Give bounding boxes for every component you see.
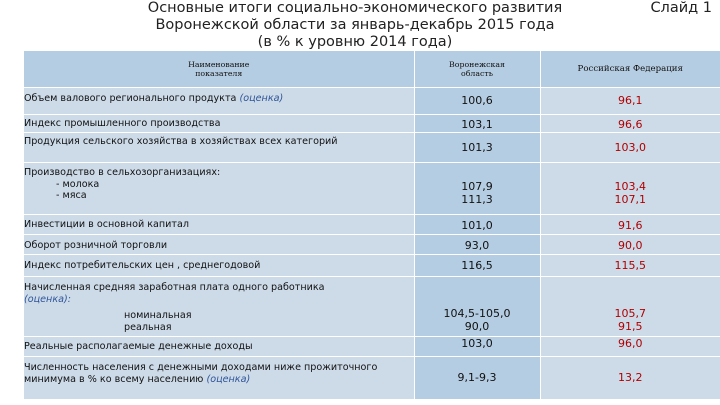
table-row [24, 337, 720, 357]
row-sublabel-milk: - молока [56, 178, 100, 190]
title-line-3: (в % к уровню 2014 года) [257, 34, 453, 50]
row-sublabel-real: реальная [124, 321, 172, 333]
title-line-1: Основные итоги социально-экономического развития [147, 0, 563, 16]
row-label: Реальные располагаемые денежные доходы [24, 337, 414, 357]
region-value-nominal: 104,5-105,0 [443, 307, 511, 320]
row-label-note: (оценка) [239, 93, 284, 104]
table-row [24, 255, 720, 277]
row-label [24, 163, 414, 215]
row-label: Инвестиции в основной капитал [24, 215, 414, 235]
row-label [24, 277, 414, 337]
russia-value: 96,0 [540, 337, 720, 357]
russia-value [540, 163, 720, 215]
region-value-milk: 107,9 [461, 180, 493, 193]
row-label: Индекс промышленного производства [24, 115, 414, 133]
row-sublabel-meat: - мяса [56, 190, 87, 201]
russia-value: 90,0 [540, 235, 720, 255]
slide-number: Слайд 1 [650, 0, 712, 16]
russia-value [540, 277, 720, 337]
region-value [414, 277, 540, 337]
region-value: 93,0 [414, 235, 540, 255]
row-label: Продукция сельского хозяйства в хозяйствах всех категорий [24, 133, 414, 163]
russia-value: 13,2 [540, 357, 720, 400]
region-value: 103,0 [414, 337, 540, 357]
region-value-meat: 111,3 [461, 193, 493, 206]
region-value-real: 90,0 [464, 320, 490, 333]
row-sublabel-nominal: номинальная [124, 310, 192, 321]
row-label-text: Производство в сельхозорганизациях: [24, 167, 221, 178]
row-label-note: (оценка) [206, 373, 251, 385]
russia-value-milk: 103,4 [614, 180, 646, 193]
table-row [24, 357, 720, 400]
region-value [414, 163, 540, 215]
row-label: Индекс потребительских цен , среднегодовой [24, 255, 414, 277]
header-region: Воронежская область [414, 51, 540, 88]
russia-value: 103,0 [540, 133, 720, 163]
row-label: Оборот розничной торговли [24, 235, 414, 255]
table-row [24, 163, 720, 215]
row-label [24, 357, 414, 400]
russia-value-meat: 107,1 [614, 193, 646, 206]
table-row [24, 115, 720, 133]
row-label-text: Объем валового регионального продукта [24, 93, 237, 104]
region-value: 103,1 [414, 115, 540, 133]
russia-value: 96,6 [540, 115, 720, 133]
russia-value-real: 91,5 [618, 320, 643, 333]
russia-value-nominal: 105,7 [614, 307, 646, 320]
russia-value: 96,1 [540, 88, 720, 115]
row-label [24, 88, 414, 115]
table-row [24, 277, 720, 337]
table-header-row [24, 51, 720, 88]
header-indicator: Наименование показателя [24, 51, 414, 88]
row-label-note: (оценка): [24, 293, 71, 305]
table-row [24, 88, 720, 115]
row-label-text: Начисленная средняя заработная плата одного работника [24, 282, 325, 293]
region-value: 100,6 [414, 88, 540, 115]
russia-value: 91,6 [540, 215, 720, 235]
slide-title [120, 0, 590, 51]
region-value: 9,1-9,3 [414, 357, 540, 400]
russia-value: 115,5 [540, 255, 720, 277]
region-value: 101,0 [414, 215, 540, 235]
indicators-table [24, 51, 720, 400]
table-row [24, 215, 720, 235]
table-row [24, 133, 720, 163]
row-label-text: Численность населения с денежными доходами ниже прожиточного минимума в % ко всему населению [24, 362, 378, 385]
title-line-2: Воронежской области за январь-декабрь 2015 года [155, 17, 555, 33]
header-russia: Российская Федерация [540, 51, 720, 88]
region-value: 101,3 [414, 133, 540, 163]
table-row [24, 235, 720, 255]
region-value: 116,5 [414, 255, 540, 277]
